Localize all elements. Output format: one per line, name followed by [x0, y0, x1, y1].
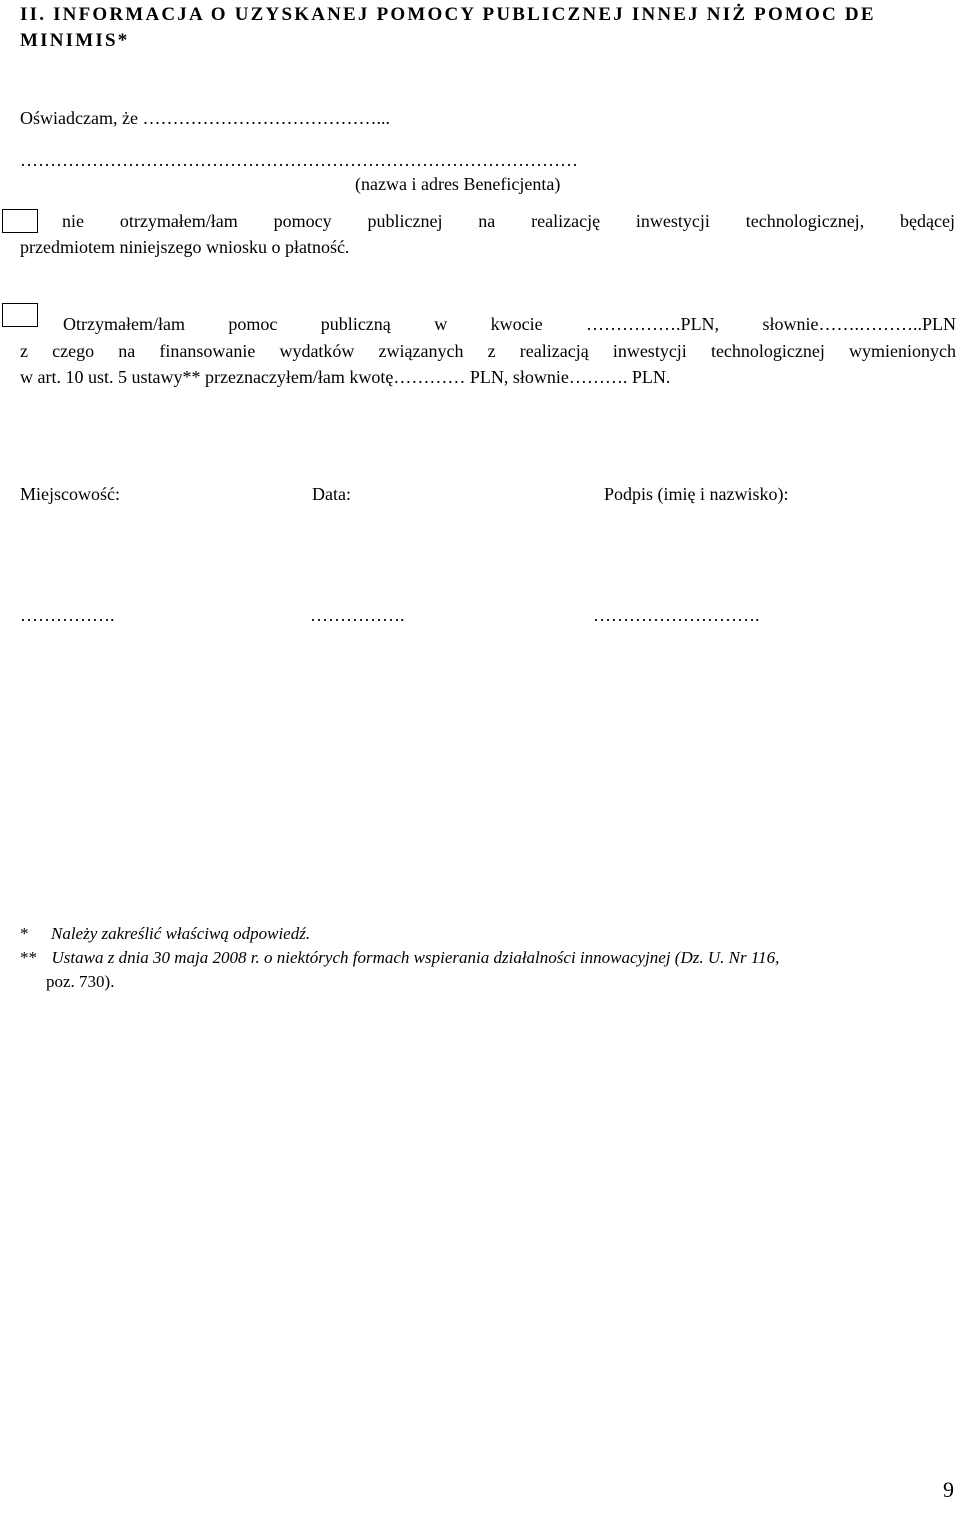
checkbox-aid-received[interactable] [2, 303, 38, 327]
signature-label: Podpis (imię i nazwisko): [604, 484, 789, 504]
option-no-aid-line1: nie otrzymałem/łam pomocy publicznej na realizację inwestycji technologicznej, będącej [62, 211, 955, 231]
section-heading: II. INFORMACJA O UZYSKANEJ POMOCY PUBLICZNEJ INNEJ NIŻ POMOC DE MINIMIS* [20, 4, 876, 51]
date-label: Data: [312, 484, 351, 504]
declaration-intro[interactable]: Oświadczam, że …………………………………... [20, 108, 390, 128]
date-field[interactable]: ……………. [310, 605, 405, 625]
footnote-1-mark: * [20, 924, 29, 943]
footnote-2 [20, 946, 779, 970]
beneficiary-dots-line[interactable]: ………………………………………………………………………………… [20, 150, 578, 170]
option-no-aid-line2: przedmiotem niniejszego wniosku o płatność. [20, 237, 350, 257]
footnote-2-continuation: poz. 730). [46, 972, 115, 991]
option-aid-line1: Otrzymałem/łam pomoc publiczną w kwocie …………….PLN, słownie…….………..PLN [63, 314, 956, 334]
checkbox-no-aid[interactable] [2, 209, 38, 233]
option-aid-line2: z czego na finansowanie wydatków związanych z realizacją inwestycji technologicznej wymienionych [20, 341, 956, 361]
option-aid-line3: w art. 10 ust. 5 ustawy** przeznaczyłem/łam kwotę………… PLN, słownie………. PLN. [20, 367, 671, 387]
beneficiary-caption: (nazwa i adres Beneficjenta) [355, 174, 561, 194]
footnote-1 [20, 922, 310, 946]
footnote-2-text: Ustawa z dnia 30 maja 2008 r. o niektórych formach wspierania działalności innowacyjnej (Dz. U. Nr 116, [51, 948, 780, 967]
page-number: 9 [943, 1477, 954, 1502]
footnote-1-text: Należy zakreślić właściwą odpowiedź. [51, 924, 311, 943]
place-field[interactable]: ……………. [20, 605, 115, 625]
footnote-2-mark: ** [20, 948, 37, 967]
place-label: Miejscowość: [20, 484, 120, 504]
signature-field[interactable]: ………………………. [593, 605, 760, 625]
